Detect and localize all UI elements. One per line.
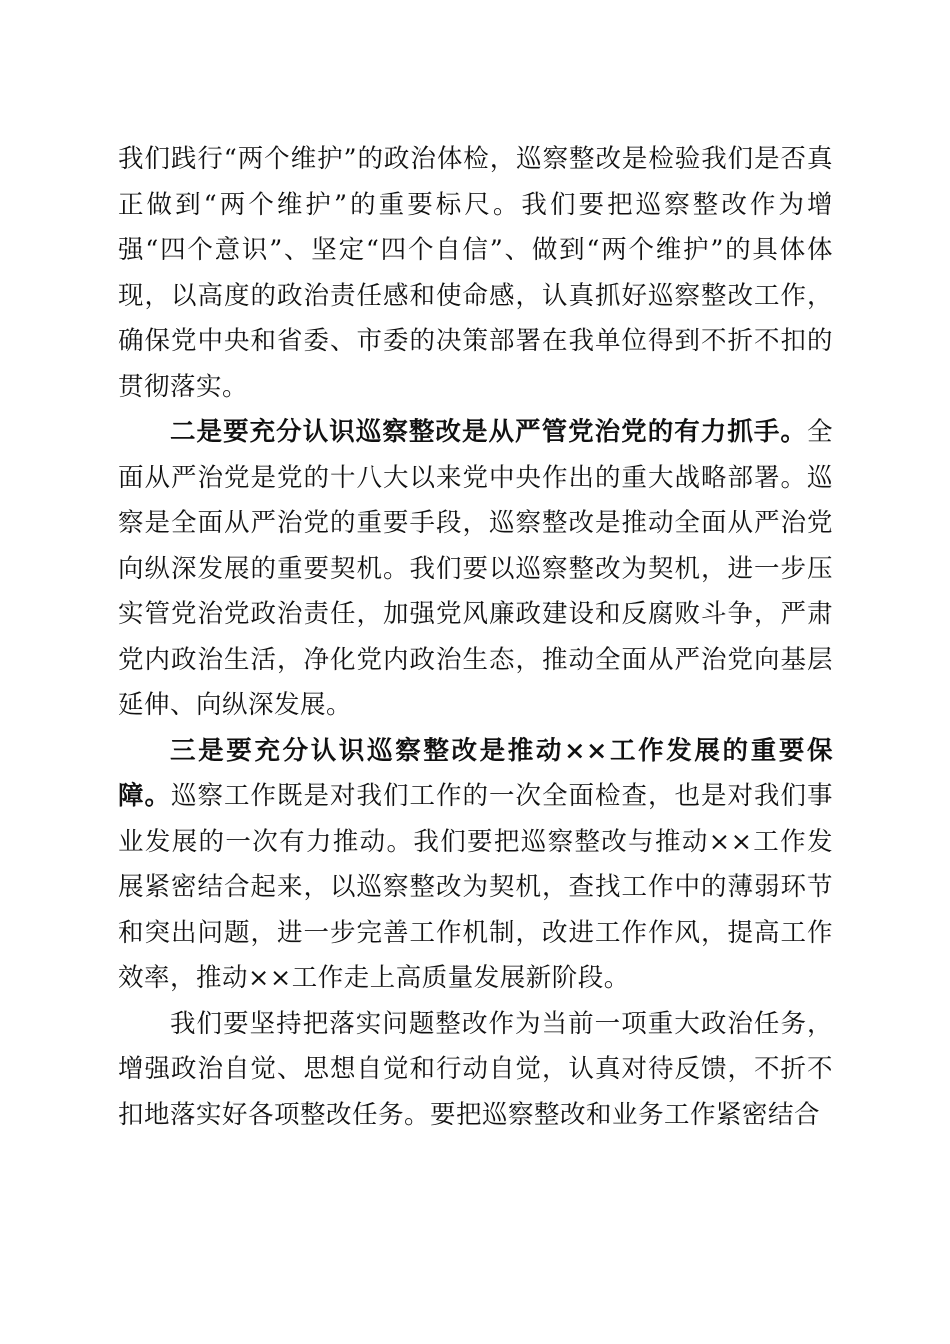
paragraph-2-lead: 二是要充分认识巡察整改是从严管党治党的有力抓手。 bbox=[170, 417, 807, 447]
paragraph-1-text: 我们践行“两个维护”的政治体检，巡察整改是检验我们是否真正做到“两个维护”的重要标尺。我们要把巡察整改作为增强“四个意识”、坚定“四个自信”、做到“两个维护”的具体体现，以高度的政治责任感和使命感，认真抓好巡察整改工作，确保党中央和省委、市委的决策部署在我单位得到不折不扣的贯彻落实。 bbox=[118, 144, 833, 402]
paragraph-3-lead: 三是要充分认识巡察整改是推动××工作发展的重要保障。 bbox=[118, 735, 833, 811]
paragraph-point-two bbox=[118, 410, 833, 729]
document-page bbox=[118, 137, 833, 1138]
paragraph-4-text: 我们要坚持把落实问题整改作为当前一项重大政治任务，增强政治自觉、思想自觉和行动自觉，认真对待反馈，不折不扣地落实好各项整改任务。要把巡察整改和业务工作紧密结合 bbox=[118, 1008, 833, 1130]
paragraph-continuation bbox=[118, 137, 833, 410]
paragraph-rectification bbox=[118, 1002, 833, 1139]
paragraph-2-text: 全面从严治党是党的十八大以来党中央作出的重大战略部署。巡察是全面从严治党的重要手段，巡察整改是推动全面从严治党向纵深发展的重要契机。我们要以巡察整改为契机，进一步压实管党治党政治责任，加强党风廉政建设和反腐败斗争，严肃党内政治生活，净化党内政治生态，推动全面从严治党向基层延伸、向纵深发展。 bbox=[118, 417, 833, 720]
paragraph-3-text: 巡察工作既是对我们工作的一次全面检查，也是对我们事业发展的一次有力推动。我们要把巡察整改与推动××工作发展紧密结合起来，以巡察整改为契机，查找工作中的薄弱环节和突出问题，进一步完善工作机制，改进工作作风，提高工作效率，推动××工作走上高质量发展新阶段。 bbox=[118, 781, 833, 993]
paragraph-point-three bbox=[118, 729, 833, 1002]
